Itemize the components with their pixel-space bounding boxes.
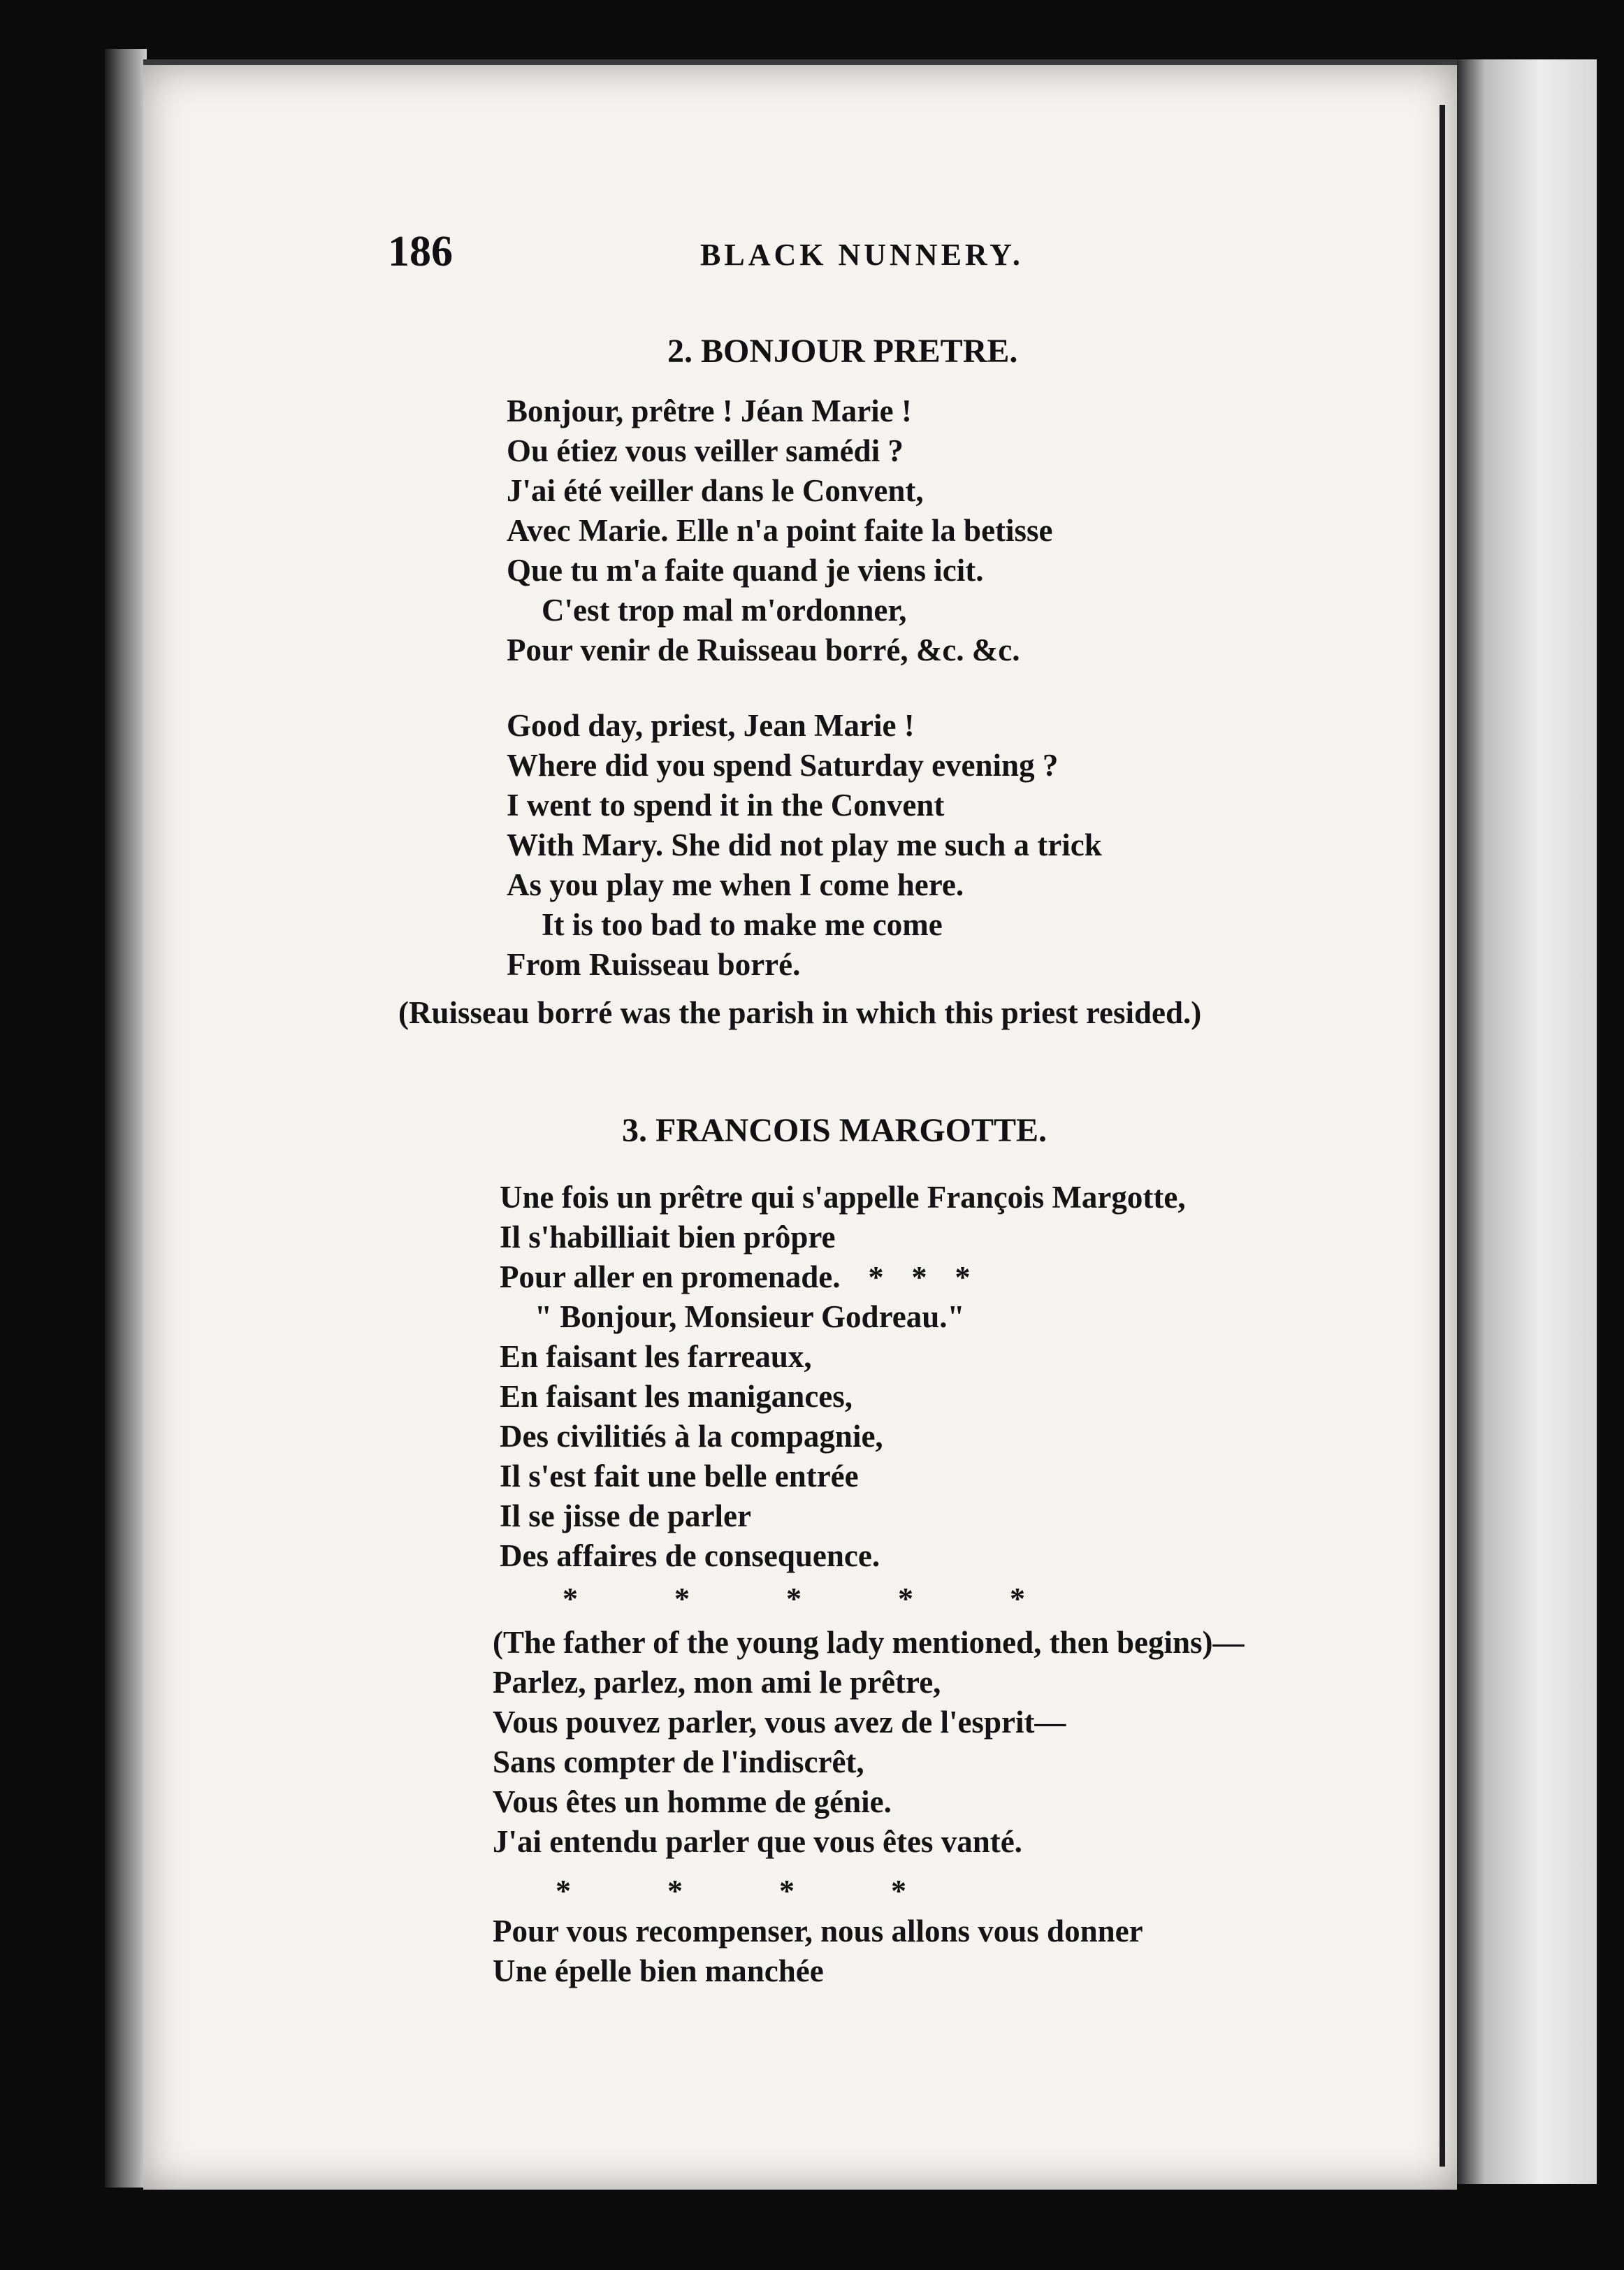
asterisk-mark: * bbox=[786, 1582, 802, 1616]
song-title-francois-margotte: 3. FRANCOIS MARGOTTE. bbox=[622, 1112, 1047, 1149]
verse-line: Une fois un prêtre qui s'appelle François Margotte, bbox=[500, 1180, 1186, 1215]
verse-line: Where did you spend Saturday evening ? bbox=[507, 748, 1059, 783]
song-title-bonjour-pretre: 2. BONJOUR PRETRE. bbox=[667, 333, 1018, 370]
facing-page-edge bbox=[1457, 59, 1597, 2184]
asterisk-mark: * bbox=[911, 1260, 927, 1294]
asterisk-mark: * bbox=[898, 1582, 913, 1616]
asterisk-mark: * bbox=[779, 1874, 795, 1908]
verse-line: With Mary. She did not play me such a trick bbox=[507, 827, 1102, 862]
verse-line: I went to spend it in the Convent bbox=[507, 788, 945, 823]
asterisk-mark: * bbox=[556, 1874, 571, 1908]
verse-line: As you play me when I come here. bbox=[507, 867, 964, 902]
verse-line: Sans compter de l'indiscrêt, bbox=[493, 1744, 864, 1779]
stanza-english bbox=[507, 706, 1102, 985]
verse-line: En faisant les manigances, bbox=[500, 1379, 853, 1414]
verse-line: En faisant les farreaux, bbox=[500, 1339, 812, 1374]
verse-line: Il s'est fait une belle entrée bbox=[500, 1459, 859, 1494]
asterisk-separator bbox=[556, 1873, 1003, 1909]
stanza-french bbox=[507, 391, 1053, 670]
verse-line: Bonjour, prêtre ! Jéan Marie ! bbox=[507, 393, 912, 428]
page-number: 186 bbox=[388, 228, 453, 275]
parish-note: (Ruisseau borré was the parish in which this priest resided.) bbox=[398, 995, 1202, 1030]
verse-line: Des civilitiés à la compagnie, bbox=[500, 1419, 883, 1454]
verse-line: J'ai été veiller dans le Convent, bbox=[507, 473, 924, 508]
verse-line: Une épelle bien manchée bbox=[493, 1953, 824, 1988]
verse-line: Vous pouvez parler, vous avez de l'esprit— bbox=[493, 1705, 1066, 1740]
asterisk-mark: * bbox=[1010, 1582, 1025, 1616]
verse-line: Que tu m'a faite quand je viens icit. bbox=[507, 553, 984, 588]
verse-line: Good day, priest, Jean Marie ! bbox=[507, 708, 915, 743]
verse-text: Pour aller en promenade. bbox=[500, 1259, 841, 1294]
stanza-margotte-3 bbox=[493, 1911, 1143, 1991]
verse-line: It is too bad to make me come bbox=[542, 907, 943, 942]
verse-line: C'est trop mal m'ordonner, bbox=[542, 593, 907, 628]
verse-line: Il s'habilliait bien prôpre bbox=[500, 1220, 836, 1255]
verse-line: Des affaires de consequence. bbox=[500, 1538, 880, 1573]
asterisk-mark: * bbox=[674, 1582, 690, 1616]
verse-line: (The father of the young lady mentioned, then begins)— bbox=[493, 1625, 1245, 1660]
verse-line: J'ai entendu parler que vous êtes vanté. bbox=[493, 1824, 1022, 1859]
asterisk-separator bbox=[563, 1581, 1122, 1617]
asterisk-mark: * bbox=[955, 1260, 971, 1294]
verse-line-with-stars bbox=[500, 1257, 1186, 1297]
verse-line: Vous êtes un homme de génie. bbox=[493, 1784, 892, 1819]
stanza-margotte-1 bbox=[500, 1178, 1186, 1576]
book-binding-left bbox=[105, 49, 147, 2188]
verse-line: From Ruisseau borré. bbox=[507, 947, 801, 982]
asterisk-mark: * bbox=[891, 1874, 906, 1908]
verse-line: Parlez, parlez, mon ami le prêtre, bbox=[493, 1665, 941, 1700]
verse-line: Ou étiez vous veiller samédi ? bbox=[507, 433, 904, 468]
verse-line: Pour venir de Ruisseau borré, &c. &c. bbox=[507, 632, 1020, 667]
running-head: BLACK NUNNERY. bbox=[700, 238, 1024, 272]
verse-line: " Bonjour, Monsieur Godreau." bbox=[535, 1299, 965, 1334]
page-header bbox=[388, 227, 1087, 283]
stanza-margotte-2 bbox=[493, 1623, 1244, 1862]
page-gutter bbox=[1440, 105, 1445, 2167]
asterisk-mark: * bbox=[868, 1260, 884, 1294]
asterisk-mark: * bbox=[667, 1874, 683, 1908]
verse-line: Pour vous recompenser, nous allons vous donner bbox=[493, 1914, 1143, 1949]
verse-line: Avec Marie. Elle n'a point faite la betisse bbox=[507, 513, 1053, 548]
verse-line: Il se jisse de parler bbox=[500, 1498, 751, 1533]
asterisk-mark: * bbox=[563, 1582, 578, 1616]
